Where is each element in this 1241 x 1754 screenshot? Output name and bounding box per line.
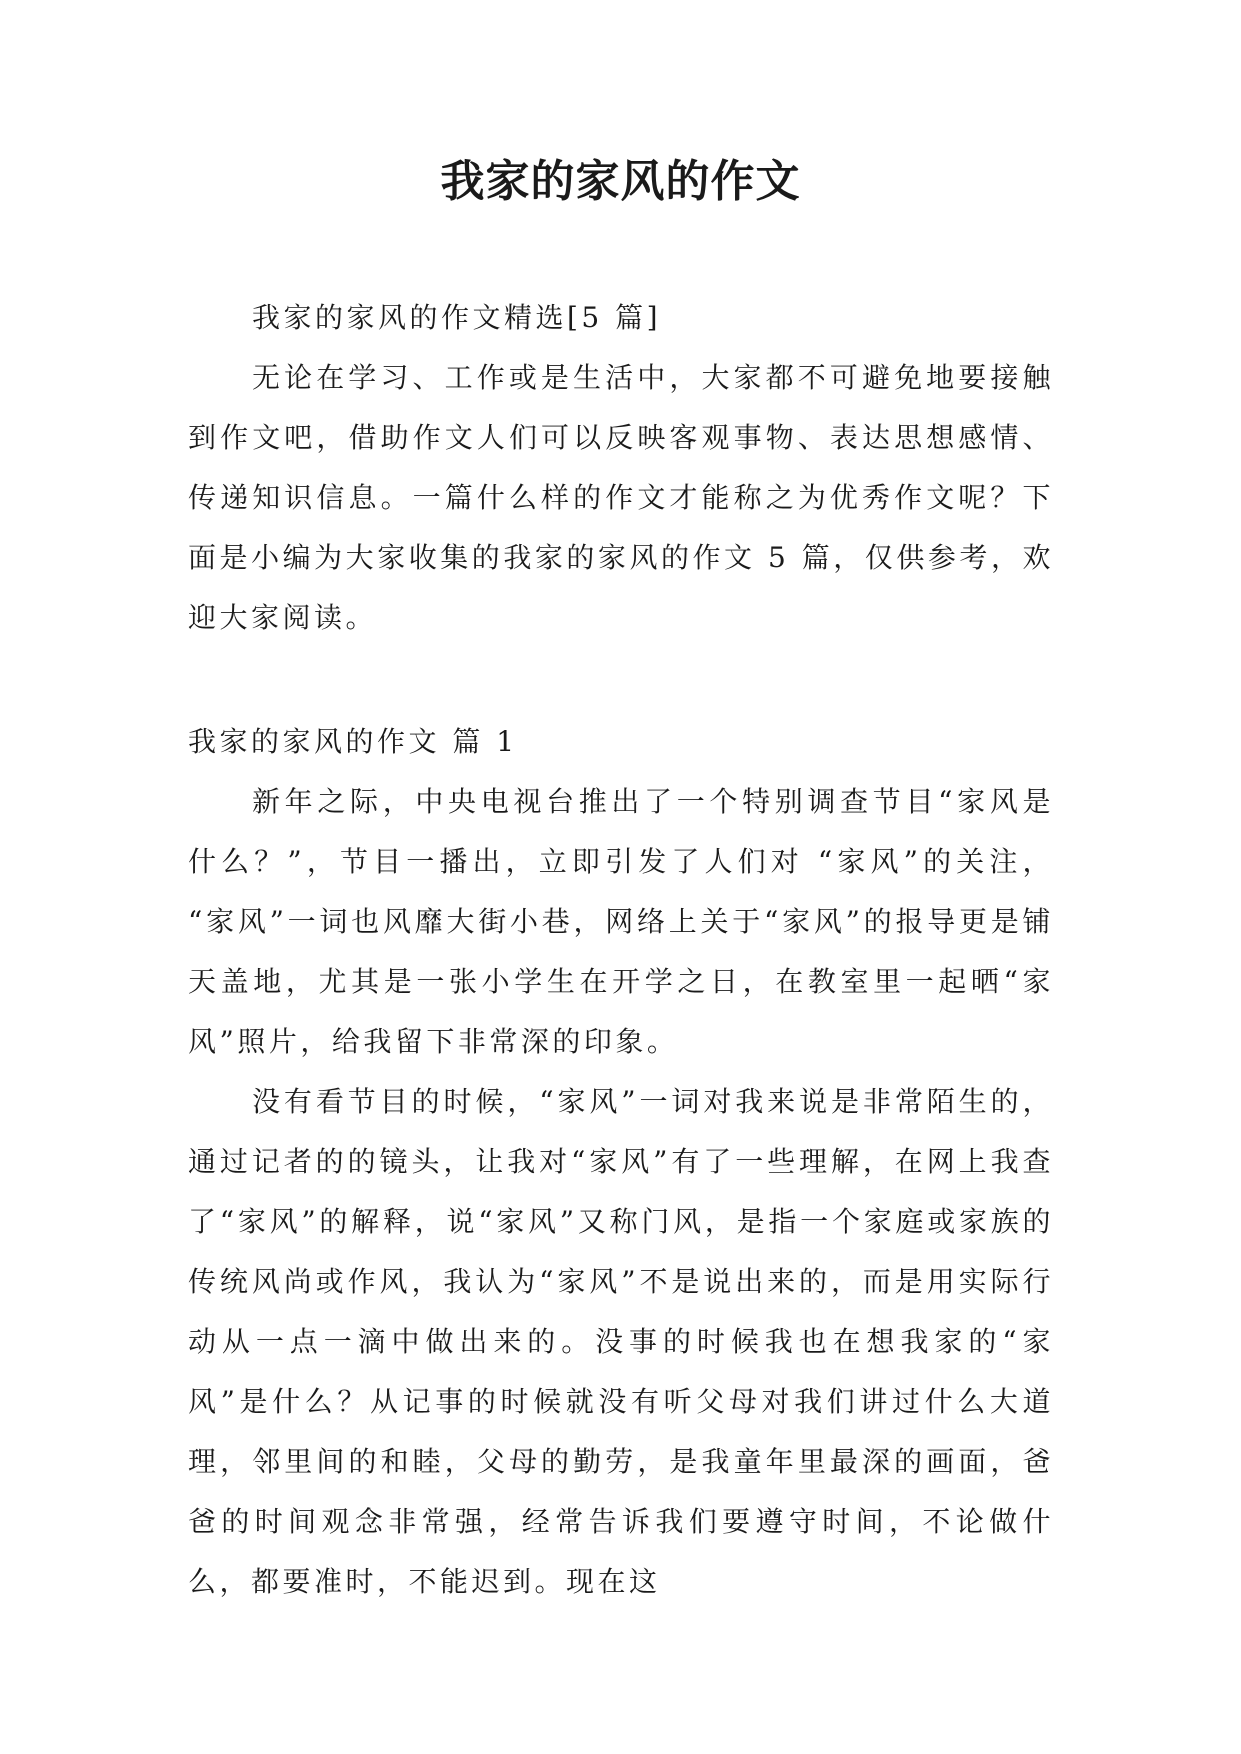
document-title: 我家的家风的作文 — [440, 156, 801, 207]
body-paragraph: 新年之际，中央电视台推出了一个特别调查节目“家风是什么？”，节目一播出，立即引发了人们对 “家风”的关注， “家风”一词也风靡大街小巷，网络上关于“家风”的报导更是铺天盖地，尤其是一张小学生在开学之日，在教室里一起晒“家风”照片，给我留下非常深的印象。 — [188, 785, 1054, 1058]
document-body — [188, 288, 1054, 1612]
document-subtitle: 我家的家风的作文精选[5 篇] — [252, 301, 662, 334]
body-paragraph: 没有看节目的时候，“家风”一词对我来说是非常陌生的，通过记者的的镜头，让我对“家风”有了一些理解，在网上我查了“家风”的解释，说“家风”又称门风，是指一个家庭或家族的传统风尚或作风，我认为“家风”不是说出来的，而是用实际行动从一点一滴中做出来的。没事的时候我也在想我家的“家风”是什么？从记事的时候就没有听父母对我们讲过什么大道理，邻里间的和睦，父母的勤劳，是我童年里最深的画面，爸爸的时间观念非常强，经常告诉我们要遵守时间，不论做什么，都要准时，不能迟到。现在这 — [188, 1085, 1054, 1598]
section-spacer — [188, 648, 1054, 712]
intro-paragraph: 无论在学习、工作或是生活中，大家都不可避免地要接触到作文吧，借助作文人们可以反映客观事物、表达思想感情、传递知识信息。一篇什么样的作文才能称之为优秀作文呢？下面是小编为大家收集的我家的家风的作文 5 篇，仅供参考，欢迎大家阅读。 — [188, 361, 1054, 634]
section-heading: 我家的家风的作文 篇 1 — [188, 725, 518, 758]
